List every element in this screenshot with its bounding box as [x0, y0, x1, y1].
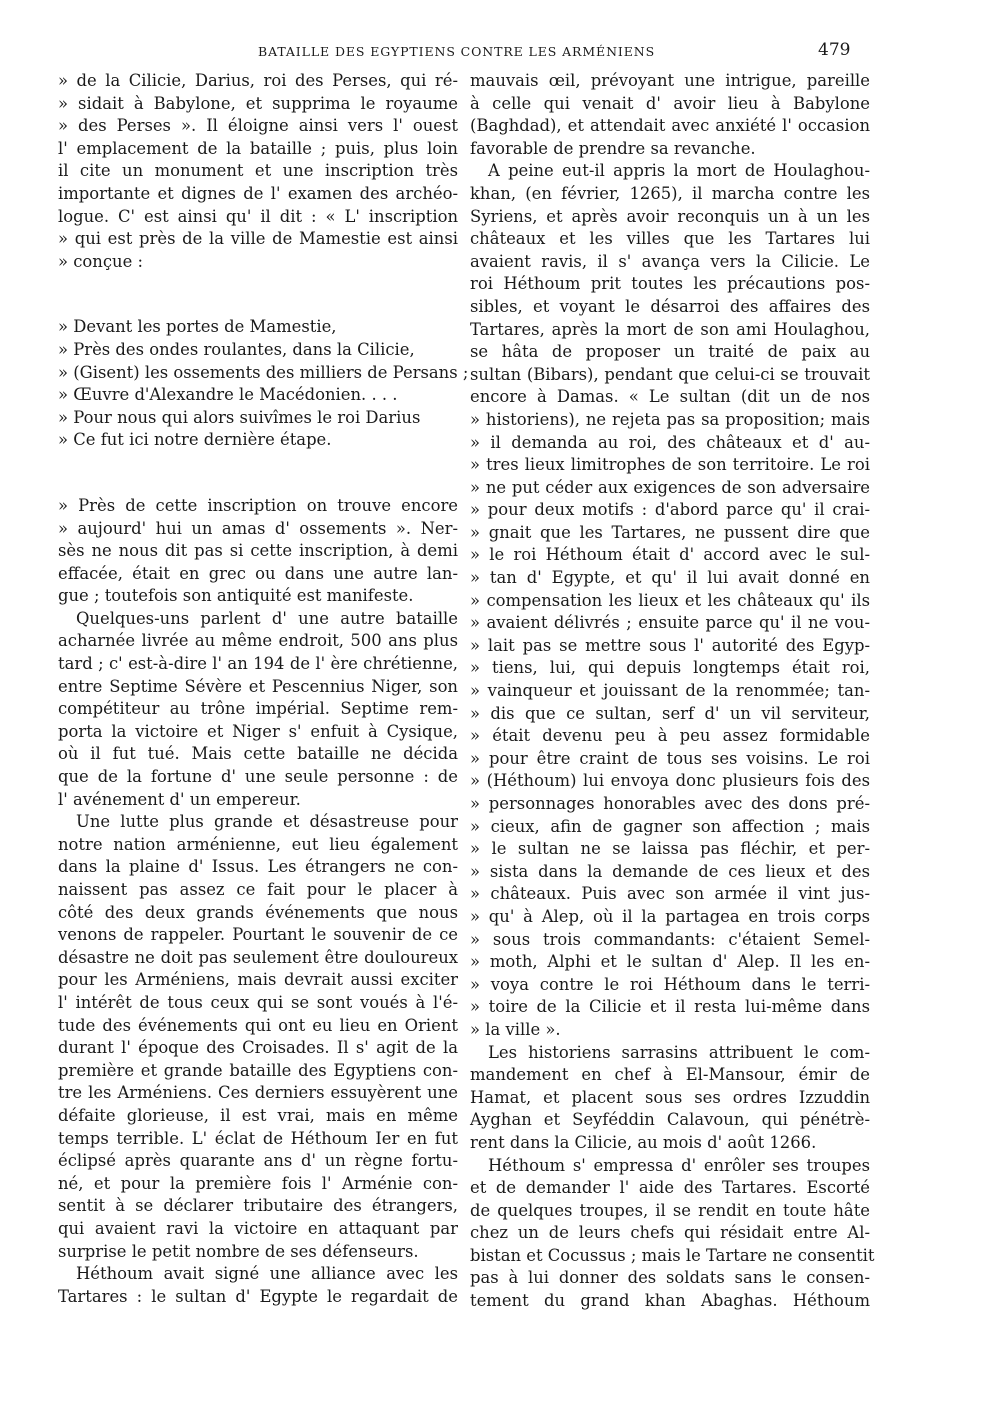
text-line: désastre ne doit pas seulement être douloureux: [58, 947, 458, 967]
text-line: » était devenu peu à peu assez formidable: [470, 726, 870, 746]
text-line: » des Perses ». Il éloigne ainsi vers l' ouest: [58, 116, 458, 136]
text-line: roi Héthoum prit toutes les précautions pos-: [470, 274, 870, 294]
text-line: pas à lui donner des soldats sans le consen-: [470, 1268, 870, 1288]
text-line: (Baghdad), et attendait avec anxiété l' occasion: [470, 116, 870, 136]
paragraph-lutte: [58, 811, 458, 1263]
text-line: » avaient délivrés ; ensuite parce qu' il ne vou-: [470, 613, 870, 633]
text-line: » il demanda au roi, des châteaux et d' au-: [470, 432, 870, 452]
text-line: logue. C' est ainsi qu' il dit : « L' inscription: [58, 206, 458, 226]
text-line: durant l' époque des Croisades. Il s' agit de la: [58, 1038, 458, 1058]
text-line: défaite glorieuse, il est vrai, mais en même: [58, 1105, 458, 1125]
inscription-poem: [58, 316, 469, 452]
text-line: » compensation les lieux et les châteaux qu' ils: [470, 590, 870, 610]
text-line: rent dans la Cilicie, au mois d' août 1266.: [470, 1132, 817, 1152]
text-line: porta la victoire et Niger s' enfuit à Cysique,: [58, 721, 458, 741]
text-line: » historiens), ne rejeta pas sa proposition; mais: [470, 409, 870, 429]
text-line: » vainqueur et jouissant de la renommée; tan-: [470, 681, 870, 701]
paragraph-after-poem: [58, 495, 458, 608]
text-line: Tartares, après la mort de son ami Houlaghou,: [470, 319, 870, 339]
text-line: châteaux et les villes que les Tartares lui: [470, 229, 870, 249]
text-line: dans la plaine d' Issus. Les étrangers ne con-: [58, 857, 458, 877]
text-line: Héthoum avait signé une alliance avec les: [76, 1264, 458, 1284]
text-line: avaient ravis, il s' avança vers la Cilicie. Le: [470, 251, 870, 271]
text-line: khan, (en février, 1265), il marcha contre les: [470, 183, 870, 203]
text-line: gue ; toutefois son antiquité est manifeste.: [58, 586, 414, 606]
text-line: l' emplacement de la bataille ; puis, plus loin: [58, 138, 458, 158]
text-line: surprise le petit nombre de ses défenseurs.: [58, 1241, 419, 1261]
text-line: » tan d' Egypte, et qu' il lui avait donné en: [470, 568, 870, 588]
text-line: favorable de prendre sa revanche.: [470, 138, 756, 158]
left-column: [58, 70, 469, 1308]
text-line: » personnages honorables avec des dons pré-: [470, 794, 870, 813]
text-line: sentit à se déclarer tributaire des étrangers,: [58, 1196, 458, 1216]
text-line: né, et pour la première fois l' Arménie con-: [58, 1173, 458, 1193]
text-line: » aujourd' hui un amas d' ossements ». Ner-: [58, 518, 458, 538]
text-line: » le sultan ne se laissa pas fléchir, et per-: [470, 839, 870, 859]
text-line: bistan et Cocussus ; mais le Tartare ne consentit: [470, 1245, 875, 1265]
text-line: l' intérêt de tous ceux qui se sont voués à l'é-: [58, 992, 458, 1012]
text-line: Les historiens sarrasins attribuent le com-: [488, 1042, 870, 1062]
poem-line: » Près des ondes roulantes, dans la Cilicie,: [58, 339, 415, 359]
text-line: mandement en chef à El-Mansour, émir de: [470, 1065, 870, 1085]
text-line: première et grande bataille des Egyptiens con-: [58, 1060, 458, 1080]
poem-line: » (Gisent) les ossements des milliers de Persans ;: [58, 362, 469, 382]
text-line: compétiteur au trône impérial. Septime rem-: [58, 699, 458, 719]
text-line: qui avaient ravi la victoire en attaquant par: [58, 1218, 458, 1238]
text-line: » gnait que les Tartares, ne pussent dire que: [470, 522, 870, 542]
text-line: chez un de leurs chefs qui résidait entre Al-: [470, 1223, 870, 1243]
text-line: » tiens, lui, qui depuis longtemps était roi,: [470, 658, 870, 678]
text-line: importante et dignes de l' examen des archéo-: [58, 183, 458, 203]
text-line: effacée, était en grec ou dans une autre lan-: [58, 563, 458, 583]
text-line: Héthoum s' empressa d' enrôler ses troupes: [488, 1155, 870, 1175]
text-line: naissent pas assez ce fait pour le placer à: [58, 880, 458, 899]
text-line: il cite un monument et une inscription très: [58, 161, 458, 181]
text-line: » toire de la Cilicie et il resta lui-même dans: [470, 997, 870, 1017]
text-line: » voya contre le roi Héthoum dans le terri-: [470, 974, 870, 994]
text-line: » lait pas se mettre sous l' autorité des Egyp-: [470, 635, 870, 655]
text-line: » de la Cilicie, Darius, roi des Perses, qui ré-: [58, 71, 458, 90]
text-line: acharnée livrée au même endroit, 500 ans plus: [58, 631, 458, 651]
text-line: Tartares : le sultan d' Egypte le regardait de: [58, 1286, 458, 1306]
running-title: BATAILLE DES EGYPTIENS CONTRE LES ARMÉNIENS: [258, 44, 656, 59]
paragraph-intro: [58, 70, 458, 273]
paragraph-historiens: [470, 1042, 870, 1155]
text-line: côté des deux grands événements que nous: [58, 902, 458, 922]
text-line: A peine eut-il appris la mort de Houlaghou-: [488, 161, 870, 181]
paragraph-hethoum: [58, 1263, 458, 1308]
text-line: sibles, et voyant le désarroi des affaires des: [470, 296, 870, 316]
text-line: Hamat, et placent sous ses ordres Izzuddin: [470, 1087, 870, 1107]
text-line: notre nation arménienne, eut lieu également: [58, 834, 458, 854]
text-line: » sous trois commandants: c'étaient Semel-: [470, 929, 870, 949]
text-line: tude des événements qui ont eu lieu en Orient: [58, 1015, 458, 1035]
text-line: à celle qui venait d' avoir lieu à Babylone: [470, 93, 870, 113]
text-line: temps terrible. L' éclat de Héthoum Ier en fut: [58, 1128, 458, 1148]
text-line: sultan (Bibars), pendant que celui-ci se trouvait: [470, 364, 870, 384]
right-column: [470, 70, 875, 1313]
poem-line: » Ce fut ici notre dernière étape.: [58, 430, 332, 450]
text-line: » châteaux. Puis avec son armée il vint jus-: [470, 884, 870, 904]
text-line: l' avénement d' un empereur.: [58, 789, 301, 809]
poem-line: » Œuvre d'Alexandre le Macédonien. . . .: [58, 385, 398, 405]
text-line: » qui est près de la ville de Mamestie est ainsi: [58, 229, 458, 249]
text-line: de quelques troupes, il se rendit en toute hâte: [470, 1200, 870, 1220]
page-number: 479: [818, 40, 851, 60]
text-line: » dis que ce sultan, serf d' un vil serviteur,: [470, 703, 870, 723]
text-line: » pour être craint de tous ses voisins. Le roi: [470, 748, 870, 768]
text-line: encore à Damas. « Le sultan (dit un de nos: [470, 387, 870, 407]
text-line: sès ne nous dit pas si cette inscription, à demi: [58, 541, 458, 561]
poem-line: » Devant les portes de Mamestie,: [58, 317, 337, 337]
text-line: et de demander l' aide des Tartares. Escorté: [470, 1178, 870, 1198]
text-line: venons de rappeler. Pourtant le souvenir de ce: [58, 925, 458, 945]
text-line: Syriens, et après avoir reconquis un à un les: [470, 206, 870, 226]
text-line: tre les Arméniens. Ces derniers essuyèrent une: [58, 1083, 458, 1103]
text-line: » qu' à Alep, où il la partagea en trois corps: [470, 906, 870, 926]
text-line: » ne put céder aux exigences de son adversaire: [470, 477, 870, 497]
paragraph-apeine: [470, 160, 870, 1041]
text-line: pour les Arméniens, mais devrait aussi exciter: [58, 970, 458, 990]
poem-line: » Pour nous qui alors suivîmes le roi Darius: [58, 407, 421, 427]
text-line: » sista dans la demande de ces lieux et des: [470, 861, 870, 881]
text-line: » (Héthoum) lui envoya donc plusieurs fois des: [470, 771, 870, 791]
text-line: » sidait à Babylone, et supprima le royaume: [58, 93, 458, 113]
text-line: que de la fortune d' une seule personne : de: [58, 767, 458, 787]
running-header: [0, 40, 1000, 64]
paragraph-quelques: [58, 608, 458, 811]
text-line: Une lutte plus grande et désastreuse pour: [76, 812, 458, 832]
text-line: » pour deux motifs : d'abord parce qu' il crai-: [470, 500, 870, 520]
text-line: » le roi Héthoum était d' accord avec le sul-: [470, 545, 870, 565]
paragraph-continue: [470, 70, 870, 160]
paragraph-empressa: [470, 1155, 875, 1313]
text-line: se hâta de proposer un traité de paix au: [470, 342, 870, 362]
text-line: » tres lieux limitrophes de son territoire. Le roi: [470, 455, 870, 475]
text-line: mauvais œil, prévoyant une intrigue, pareille: [470, 71, 870, 90]
text-line: tard ; c' est-à-dire l' an 194 de l' ère chrétienne,: [58, 654, 458, 674]
text-line: éclipsé après quarante ans d' un règne fortu-: [58, 1151, 458, 1171]
text-line: entre Septime Sévère et Pescennius Niger, son: [58, 676, 458, 696]
text-line: où il fut tué. Mais cette bataille ne décida: [58, 744, 458, 764]
text-line: » moth, Alphi et le sultan d' Alep. Il les en-: [470, 952, 870, 972]
text-line: » Près de cette inscription on trouve encore: [58, 495, 458, 515]
text-line: » cieux, afin de gagner son affection ; mais: [470, 816, 870, 836]
text-line: Ayghan et Seyféddin Calavoun, qui pénétrè-: [470, 1110, 870, 1130]
text-line: Quelques-uns parlent d' une autre bataille: [76, 608, 458, 628]
text-line: » conçue :: [58, 251, 144, 271]
text-line: tement du grand khan Abaghas. Héthoum: [470, 1291, 870, 1311]
text-line: » la ville ».: [470, 1019, 561, 1039]
